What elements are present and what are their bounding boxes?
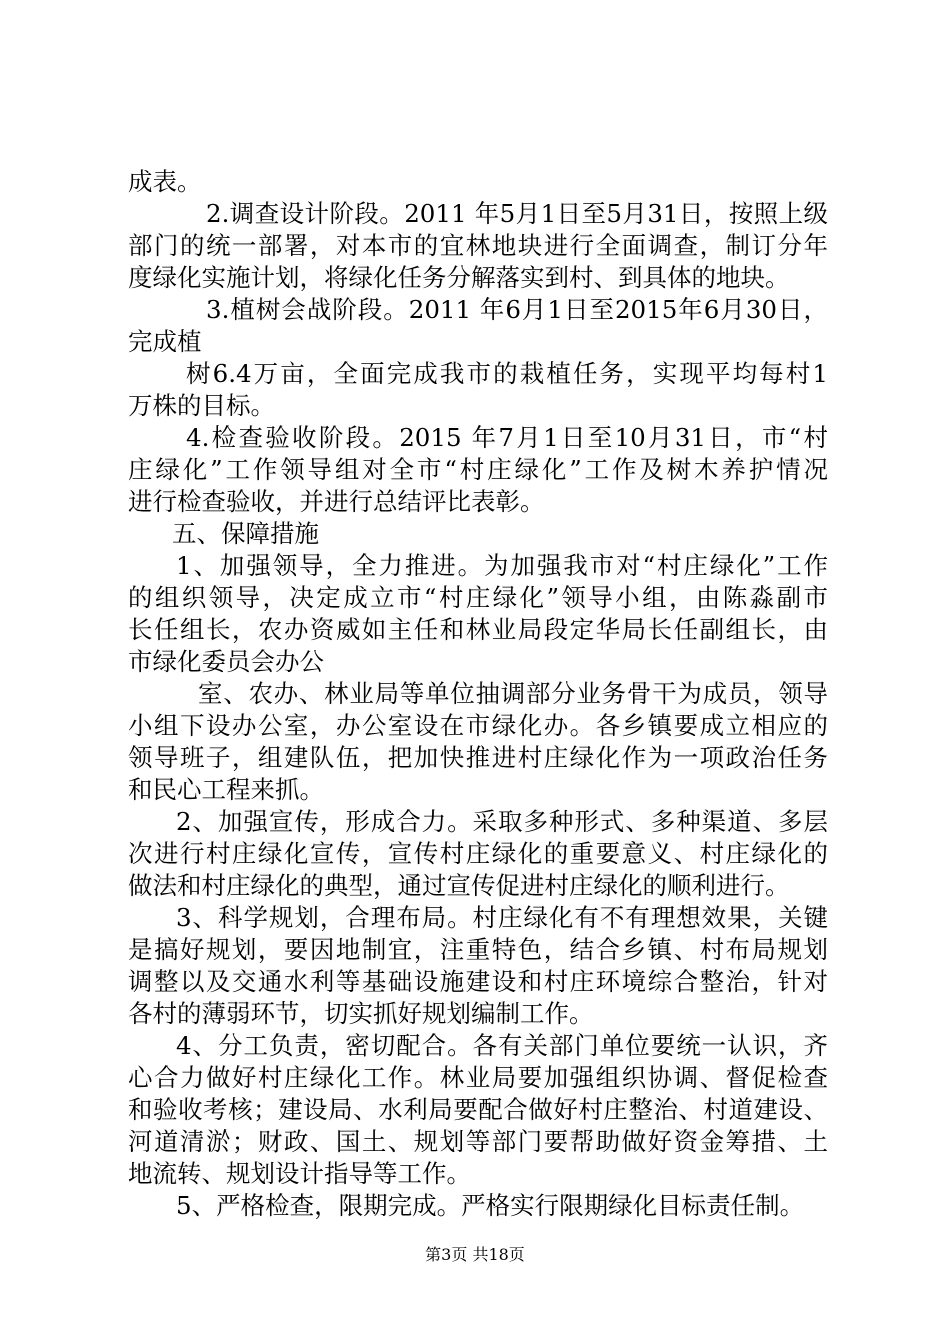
text-line: 万株的目标。	[128, 391, 275, 420]
text-line: 2、加强宣传，形成合力。采取多种形式、多种渠道、多层	[176, 807, 828, 836]
text-line: 2.调查设计阶段。2011 年5月1日至5月31日，按照上级	[206, 199, 828, 228]
text-line: 领导班子，组建队伍，把加快推进村庄绿化作为一项政治任务	[128, 743, 828, 772]
text-line: 五、保障措施	[172, 519, 319, 548]
text-line: 长任组长，农办资威如主任和林业局段定华局长任副组长，由	[128, 615, 828, 644]
text-line: 成表。	[128, 167, 202, 196]
text-line: 完成植	[128, 327, 202, 356]
text-line: 做法和村庄绿化的典型，通过宣传促进村庄绿化的顺利进行。	[128, 871, 790, 900]
text-line: 和民心工程来抓。	[128, 775, 324, 804]
text-line: 庄绿化”工作领导组对全市“村庄绿化”工作及树木养护情况	[128, 455, 828, 484]
text-line: 1、加强领导，全力推进。为加强我市对“村庄绿化”工作	[176, 551, 828, 580]
text-line: 度绿化实施计划，将绿化任务分解落实到村、到具体的地块。	[128, 263, 790, 292]
text-line: 和验收考核；建设局、水利局要配合做好村庄整治、村道建设、	[128, 1095, 828, 1124]
text-line: 的组织领导，决定成立市“村庄绿化”领导小组，由陈淼副市	[128, 583, 828, 612]
text-line: 各村的薄弱环节，切实抓好规划编制工作。	[128, 999, 594, 1028]
text-line: 次进行村庄绿化宣传，宣传村庄绿化的重要意义、村庄绿化的	[128, 839, 828, 868]
text-line: 树6.4万亩，全面完成我市的栽植任务，实现平均每村1	[186, 359, 828, 388]
text-line: 是搞好规划，要因地制宜，注重特色，结合乡镇、村布局规划	[128, 935, 828, 964]
text-line: 市绿化委员会办公	[128, 647, 324, 676]
text-line: 3.植树会战阶段。2011 年6月1日至2015年6月30日，	[206, 295, 828, 324]
text-line: 5、严格检查，限期完成。严格实行限期绿化目标责任制。	[176, 1191, 805, 1220]
text-line: 调整以及交通水利等基础设施建设和村庄环境综合整治，针对	[128, 967, 828, 996]
text-line: 3、科学规划，合理布局。村庄绿化有不有理想效果，关键	[176, 903, 828, 932]
text-line: 小组下设办公室，办公室设在市绿化办。各乡镇要成立相应的	[128, 711, 828, 740]
text-line: 4.检查验收阶段。2015 年7月1日至10月31日，市“村	[186, 423, 828, 452]
text-line: 进行检查验收，并进行总结评比表彰。	[128, 487, 545, 516]
text-line: 地流转、规划设计指导等工作。	[128, 1159, 471, 1188]
text-line: 4、分工负责，密切配合。各有关部门单位要统一认识，齐	[176, 1031, 828, 1060]
page-footer: 第3页 共18页	[425, 1245, 525, 1264]
document-body	[128, 166, 828, 1222]
text-line: 河道清淤；财政、国土、规划等部门要帮助做好资金筹措、土	[128, 1127, 828, 1156]
text-line: 心合力做好村庄绿化工作。林业局要加强组织协调、督促检查	[128, 1063, 828, 1092]
text-line: 室、农办、林业局等单位抽调部分业务骨干为成员，领导	[198, 679, 828, 708]
text-line: 部门的统一部署，对本市的宜林地块进行全面调查，制订分年	[128, 231, 828, 260]
